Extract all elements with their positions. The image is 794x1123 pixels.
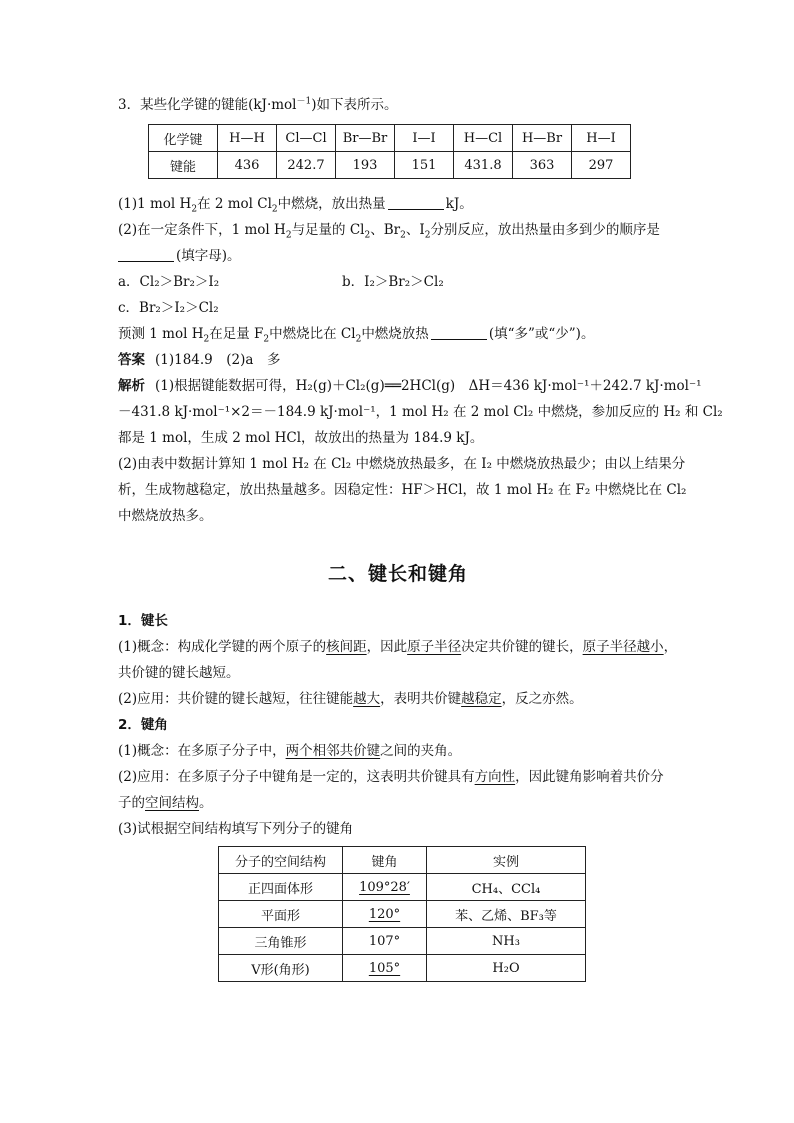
table-cell: 297 xyxy=(572,152,631,179)
sub-question-2-cont xyxy=(118,243,678,269)
table-cell: 436 xyxy=(218,152,277,179)
paragraph xyxy=(118,634,678,660)
text: (2)在一定条件下，1 mol H xyxy=(118,222,286,238)
text: ，因此 xyxy=(366,639,408,655)
text: 与足量的 Cl xyxy=(291,222,365,238)
text: 分别反应，放出热量由多到少的顺序是 xyxy=(430,222,660,238)
table-header: 分子的空间结构 xyxy=(219,847,343,874)
text: 子的 xyxy=(118,795,145,811)
table-row xyxy=(149,125,631,152)
table-header: 实例 xyxy=(427,847,586,874)
answer xyxy=(118,347,678,373)
subscript: 2 xyxy=(191,204,198,215)
table-cell: 键能 xyxy=(149,152,218,179)
text: (填“多”或“少”)。 xyxy=(488,326,595,342)
subscript: 2 xyxy=(364,230,371,241)
table-row xyxy=(219,955,586,982)
underlined-text: 120° xyxy=(368,906,401,922)
text: 预测 1 mol H xyxy=(118,326,204,342)
paragraph: 共价键的键长越短。 xyxy=(118,665,240,681)
table-header: 键角 xyxy=(343,847,427,874)
subscript: 2 xyxy=(355,334,362,345)
text: (1)1 mol H xyxy=(118,196,192,212)
table-cell: 苯、乙烯、BF₃等 xyxy=(427,901,586,928)
table-cell: V形(角形) xyxy=(219,955,343,982)
table-cell: 平面形 xyxy=(219,901,343,928)
text: 中燃烧，放出热量 xyxy=(277,196,386,212)
text: ，因此键角影响着共价分 xyxy=(515,769,664,785)
table-cell xyxy=(343,901,427,928)
text: (2)应用：共价键的键长越短，往往键能 xyxy=(118,691,354,707)
analysis-line xyxy=(118,373,702,399)
table-cell: 363 xyxy=(513,152,572,179)
sub-question-2 xyxy=(118,217,678,243)
option-a: a．Cl₂＞Br₂＞I₂ xyxy=(118,274,220,290)
paragraph xyxy=(118,686,678,712)
text: (1)概念：在多原子分子中， xyxy=(118,743,286,759)
options-row xyxy=(118,269,678,295)
subscript: 2 xyxy=(424,230,431,241)
table-row xyxy=(219,874,586,901)
table-cell: H—I xyxy=(572,125,631,152)
question-stem xyxy=(118,92,678,118)
text: 之间的夹角。 xyxy=(380,743,462,759)
paragraph xyxy=(118,764,678,790)
table-row xyxy=(219,847,586,874)
text: 决定共价键的键长， xyxy=(461,639,583,655)
answer-label: 答案 xyxy=(118,352,145,368)
text: ，表明共价键 xyxy=(380,691,462,707)
bond-energy-table xyxy=(148,124,631,179)
table-cell: NH₃ xyxy=(427,928,586,955)
underlined-text: 核间距 xyxy=(326,639,367,655)
table-cell: 三角锥形 xyxy=(219,928,343,955)
text: 中燃烧放热 xyxy=(361,326,429,342)
underlined-text: 原子半径 xyxy=(407,639,462,655)
table-cell: Br—Br xyxy=(336,125,395,152)
answer-blank[interactable] xyxy=(388,195,444,210)
underlined-text: 方向性 xyxy=(474,769,516,785)
answer-blank[interactable] xyxy=(118,247,174,262)
answer-text: (1)184.9 (2)a 多 xyxy=(155,352,281,368)
prediction xyxy=(118,321,678,347)
analysis-line: 析，生成物越稳定，放出热量越多。因稳定性：HF＞HCl，故 1 mol H₂ 在 F₂ 中燃烧比在 Cl₂ xyxy=(118,482,687,498)
table-cell: H—Br xyxy=(513,125,572,152)
underlined-text: 109°28′ xyxy=(359,879,410,895)
table-cell xyxy=(343,874,427,901)
option-c: c．Br₂＞I₂＞Cl₂ xyxy=(118,300,219,316)
text: kJ。 xyxy=(445,196,473,212)
stem-tail: )如下表所示。 xyxy=(311,97,398,113)
table-cell: CH₄、CCl₄ xyxy=(427,874,586,901)
text: 中燃烧比在 Cl xyxy=(269,326,356,342)
stem-sup: －1 xyxy=(296,96,312,107)
analysis-line: 都是 1 mol，生成 2 mol HCl，故放出的热量为 184.9 kJ。 xyxy=(118,430,484,446)
table-row xyxy=(219,901,586,928)
text: ，反之亦然。 xyxy=(501,691,583,707)
table-cell: 151 xyxy=(395,152,454,179)
subscript: 2 xyxy=(400,230,406,241)
page xyxy=(118,92,723,982)
paragraph xyxy=(118,790,678,816)
option-b: b．I₂＞Br₂＞Cl₂ xyxy=(342,274,444,290)
underlined-text: 105° xyxy=(368,960,401,976)
table-cell: 431.8 xyxy=(454,152,513,179)
paragraph xyxy=(118,738,678,764)
table-cell: H—Cl xyxy=(454,125,513,152)
subscript: 2 xyxy=(263,334,270,345)
text: ， xyxy=(663,639,678,655)
text: 在足量 F xyxy=(209,326,264,342)
underlined-text: 越大 xyxy=(353,691,381,707)
table-row xyxy=(149,152,631,179)
underlined-text: 原子半径越小 xyxy=(582,639,664,655)
text: 。 xyxy=(199,795,213,811)
stem-text: 3．某些化学键的键能(kJ·mol xyxy=(118,97,297,113)
text: 在 2 mol Cl xyxy=(197,196,272,212)
answer-blank[interactable] xyxy=(431,325,487,340)
analysis-line: 中燃烧放热多。 xyxy=(118,508,213,524)
subsection-heading: 2．键角 xyxy=(118,717,168,733)
subscript: 2 xyxy=(271,204,278,215)
table-cell: Cl—Cl xyxy=(277,125,336,152)
underlined-text: 越稳定 xyxy=(461,691,502,707)
bond-angle-table xyxy=(218,846,586,982)
section-title: 二、键长和键角 xyxy=(327,563,468,585)
analysis-text: (1)根据键能数据可得，H₂(g)＋Cl₂(g)══2HCl(g) ΔH＝436 kJ·mol⁻¹＋242.7 kJ·mol⁻¹ xyxy=(155,378,702,394)
table-row xyxy=(219,928,586,955)
analysis-line: －431.8 kJ·mol⁻¹×2＝－184.9 kJ·mol⁻¹，1 mol H₂ 在 2 mol Cl₂ 中燃烧，参加反应的 H₂ 和 Cl₂ xyxy=(118,404,723,420)
table-cell: 107° xyxy=(343,928,427,955)
analysis-label: 解析 xyxy=(118,378,145,394)
text: (填字母)。 xyxy=(176,248,241,264)
table-cell xyxy=(343,955,427,982)
text: (2)应用：在多原子分子中键角是一定的，这表明共价键具有 xyxy=(118,769,475,785)
subscript: 2 xyxy=(203,334,210,345)
text: 、Br xyxy=(370,222,401,238)
table-cell: I—I xyxy=(395,125,454,152)
table-cell: H—H xyxy=(218,125,277,152)
analysis-line: (2)由表中数据计算知 1 mol H₂ 在 Cl₂ 中燃烧放热最多，在 I₂ 中燃烧放热最少；由以上结果分 xyxy=(118,456,686,472)
table-cell: 正四面体形 xyxy=(219,874,343,901)
paragraph: (3)试根据空间结构填写下列分子的键角 xyxy=(118,821,354,837)
table-cell: 化学键 xyxy=(149,125,218,152)
table-cell: 242.7 xyxy=(277,152,336,179)
underlined-text: 两个相邻共价键 xyxy=(285,743,381,759)
sub-question-1 xyxy=(118,191,678,217)
text: (1)概念：构成化学键的两个原子的 xyxy=(118,639,327,655)
subscript: 2 xyxy=(285,230,292,241)
subsection-heading: 1．键长 xyxy=(118,613,168,629)
text: 、I xyxy=(405,222,425,238)
table-cell: 193 xyxy=(336,152,395,179)
underlined-text: 空间结构 xyxy=(145,795,199,811)
table-cell: H₂O xyxy=(427,955,586,982)
